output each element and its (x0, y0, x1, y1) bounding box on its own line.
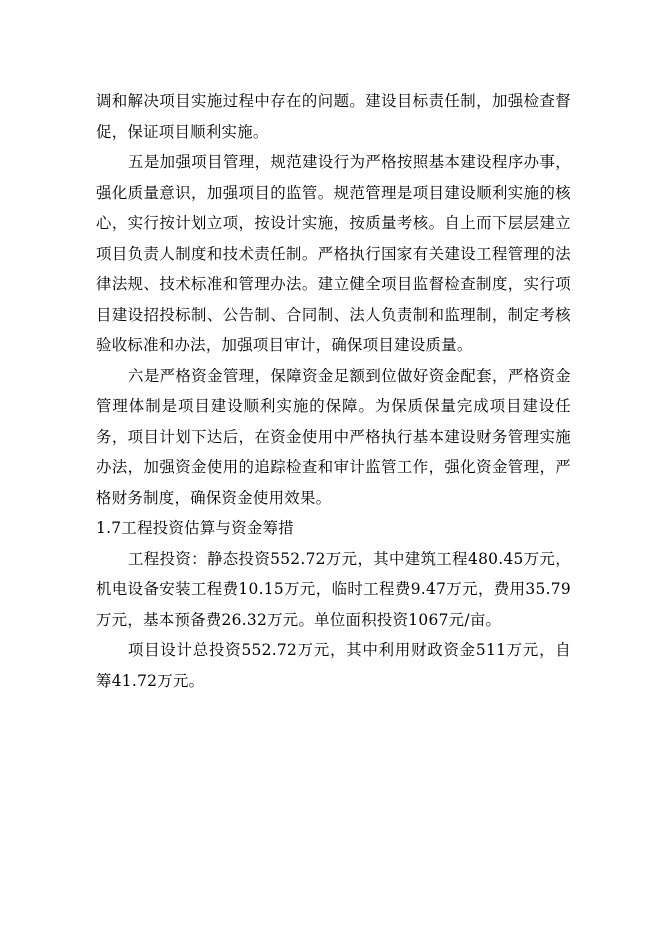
document-body (96, 86, 571, 696)
paragraph-continuation: 调和解决项目实施过程中存在的问题。建设目标责任制，加强检查督促，保证项目顺利实施。 (96, 92, 571, 141)
paragraph-investment-breakdown: 工程投资：静态投资552.72万元，其中建筑工程480.45万元，机电设备安装工程费10.15万元，临时工程费9.47万元，费用35.79万元，基本预备费26.32万元。单位面积投资1067元/亩。 (96, 549, 571, 629)
paragraph-fund-management: 六是严格资金管理，保障资金足额到位做好资金配套，严格资金管理体制是项目建设顺利实施的保障。为保质保量完成项目建设任务，项目计划下达后，在资金使用中严格执行基本建设财务管理实施办法，加强资金使用的追踪检查和审计监管工作，强化资金管理，严格财务制度，确保资金使用效果。 (96, 366, 571, 507)
section-heading: 1.7工程投资估算与资金筹措 (96, 519, 294, 537)
paragraph-total-investment: 项目设计总投资552.72万元，其中利用财政资金511万元，自筹41.72万元。 (96, 641, 571, 690)
paragraph-project-management: 五是加强项目管理，规范建设行为严格按照基本建设程序办事，强化质量意识，加强项目的监管。规范管理是项目建设顺利实施的核心，实行按计划立项，按设计实施，按质量考核。自上而下层层建立项目负责人制度和技术责任制。严格执行国家有关建设工程管理的法律法规、技术标准和管理办法。建立健全项目监督检查制度，实行项目建设招投标制、公告制、合同制、法人负责制和监理制，制定考核验收标准和办法，加强项目审计，确保项目建设质量。 (96, 153, 571, 354)
